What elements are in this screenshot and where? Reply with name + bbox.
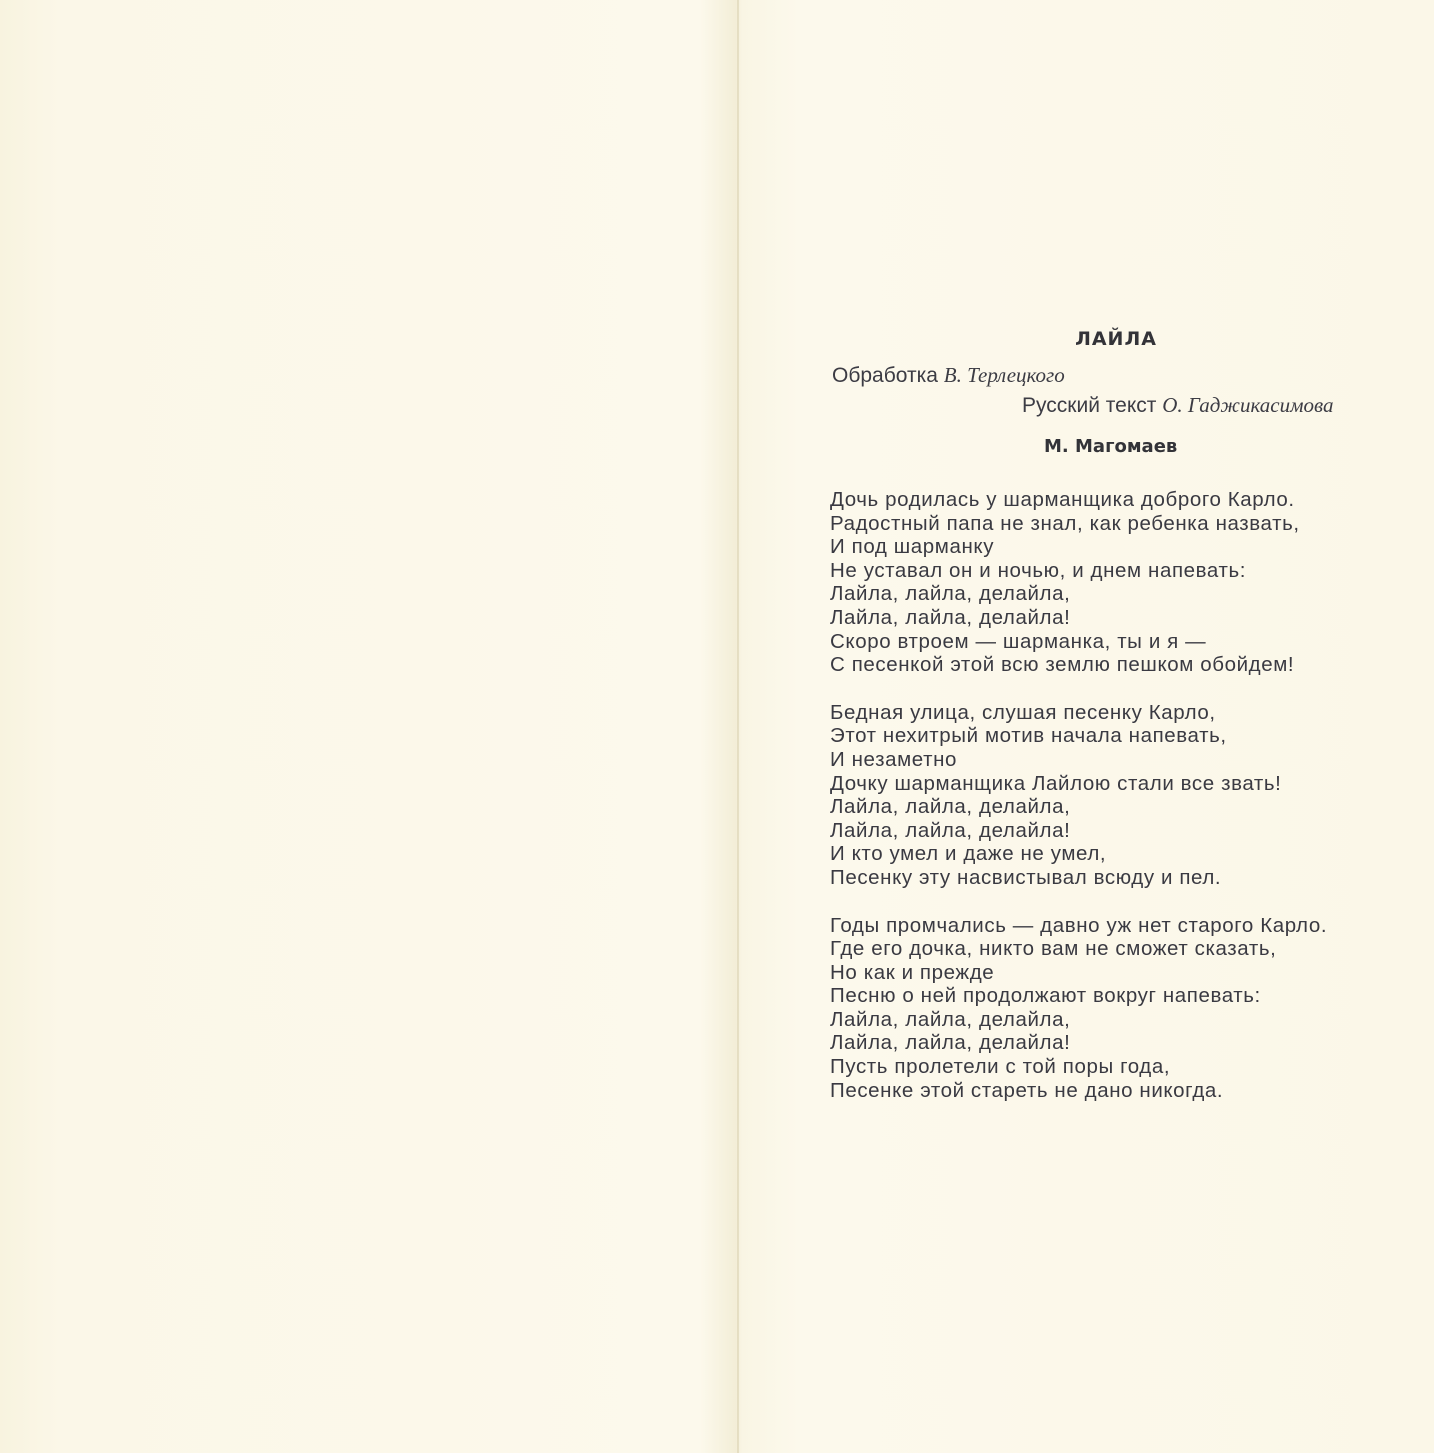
arranger-label: Обработка [832, 364, 938, 387]
lyric-line: Бедная улица, слушая песенку Карло, [830, 700, 1216, 724]
translator-label: Русский текст [1022, 394, 1157, 417]
lyric-line: Песню о ней продолжают вокруг напевать: [830, 984, 1261, 1008]
lyrics [830, 488, 1410, 1126]
lyric-line: Дочку шарманщика Лайлою стали все звать! [830, 771, 1282, 795]
lyric-line: И кто умел и даже не умел, [830, 842, 1107, 866]
lyric-line: Лайла, лайла, делайла! [830, 818, 1071, 842]
lyric-line: Лайла, лайла, делайла, [830, 582, 1071, 606]
lyric-line: Лайла, лайла, делайла! [830, 1031, 1071, 1055]
lyric-line: Но как и прежде [830, 960, 995, 984]
right-page [826, 0, 1416, 1453]
lyric-line: Не уставал он и ночью, и днем напевать: [830, 558, 1247, 582]
page-fold [737, 0, 739, 1453]
stanza-3 [830, 914, 1410, 1103]
lyric-line: И незаметно [830, 747, 958, 771]
lyric-line: Где его дочка, никто вам не сможет сказать, [830, 937, 1277, 961]
composer-credit: М. Магомаев [1044, 436, 1178, 457]
lyric-line: Скоро втроем — шарманка, ты и я — [830, 629, 1207, 653]
lyric-line: Пусть пролетели с той поры года, [830, 1055, 1171, 1079]
stanza-2 [830, 701, 1410, 890]
lyric-line: Песенку эту насвистывал всюду и пел. [830, 865, 1222, 889]
song-title: ЛАЙЛА [1075, 328, 1157, 350]
lyric-line: С песенкой этой всю землю пешком обойдем! [830, 653, 1295, 677]
lyric-line: Лайла, лайла, делайла, [830, 795, 1071, 819]
lyric-line: И под шарманку [830, 535, 995, 559]
lyric-line: Лайла, лайла, делайла, [830, 1007, 1071, 1031]
arranger-name: В. Терлецкого [943, 363, 1065, 387]
lyric-line: Радостный папа не знал, как ребенка назвать, [830, 511, 1300, 535]
lyric-line: Лайла, лайла, делайла! [830, 605, 1071, 629]
lyric-line: Этот нехитрый мотив начала напевать, [830, 724, 1227, 748]
lyric-line: Песенке этой стареть не дано никогда. [830, 1078, 1224, 1102]
lyric-line: Дочь родилась у шарманщика доброго Карло. [830, 488, 1295, 511]
translator-credit [1022, 393, 1333, 418]
stanza-1 [830, 488, 1410, 677]
arranger-credit [832, 363, 1065, 388]
translator-name: О. Гаджикасимова [1162, 393, 1334, 417]
lyric-line: Годы промчались — давно уж нет старого Карло. [830, 913, 1328, 937]
